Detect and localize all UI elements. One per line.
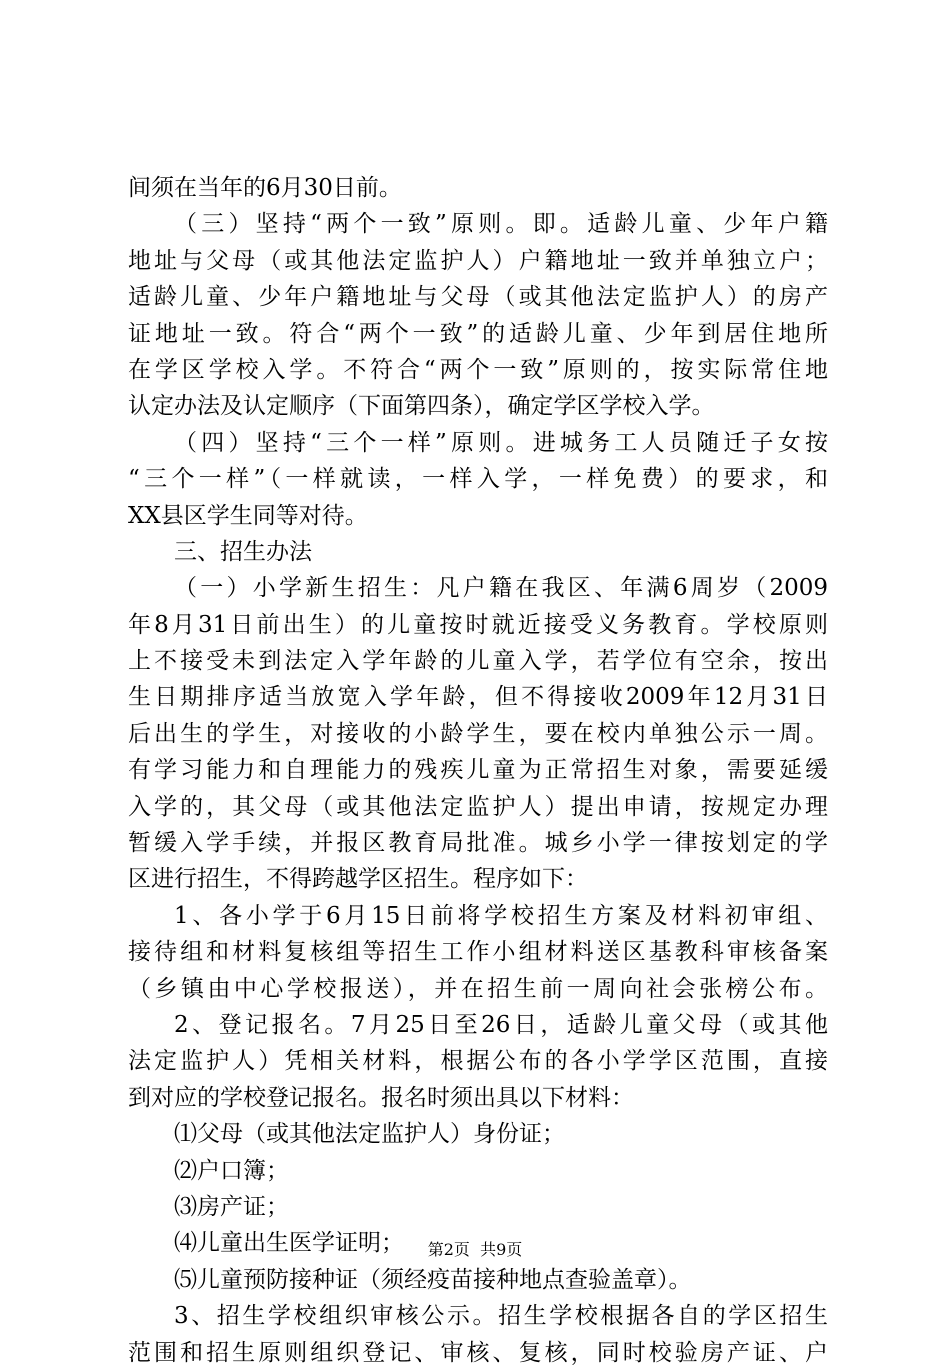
page-footer: 第2页 共9页 — [427, 1240, 523, 1259]
text-line: “三个一样”（一样就读，一样入学，一样免费）的要求，和 — [128, 466, 828, 493]
text-line: 生日期排序适当放宽入学年龄，但不得接收2009年12月31日 — [128, 684, 828, 711]
text-line: 上不接受未到法定入学年龄的儿童入学，若学位有空余，按出 — [128, 648, 828, 675]
text-line: 暂缓入学手续，并报区教育局批准。城乡小学一律按划定的学 — [128, 830, 828, 857]
text-line: 接待组和材料复核组等招生工作小组材料送区基教科审核备案 — [128, 939, 828, 966]
text-line: ⑶房产证； — [174, 1193, 289, 1220]
text-line: 区进行招生，不得跨越学区招生。程序如下： — [128, 866, 588, 893]
text-line: 年8月31日前出生）的儿童按时就近接受义务教育。学校原则 — [128, 611, 828, 638]
text-line: 1、各小学于6月15日前将学校招生方案及材料初审组、 — [174, 902, 828, 929]
text-line: 有学习能力和自理能力的残疾儿童为正常招生对象，需要延缓 — [128, 757, 828, 784]
text-line: 适龄儿童、少年户籍地址与父母（或其他法定监护人）的房产 — [128, 284, 828, 311]
text-line: 范围和招生原则组织登记、审核、复核，同时校验房产证、户 — [128, 1339, 828, 1366]
text-line: 间须在当年的6月30日前。 — [128, 175, 402, 201]
text-line: 到对应的学校登记报名。报名时须出具以下材料： — [128, 1084, 634, 1111]
text-line: 三、招生办法 — [174, 538, 312, 565]
text-line: 在学区学校入学。不符合“两个一致”原则的，按实际常住地 — [128, 356, 828, 383]
text-line: （四）坚持“三个一样”原则。进城务工人员随迁子女按 — [174, 429, 828, 456]
text-line: ⑸儿童预防接种证（须经疫苗接种地点查验盖章）。 — [174, 1266, 692, 1293]
text-line: XX县区学生同等对待。 — [128, 502, 368, 529]
text-line: 3、招生学校组织审核公示。招生学校根据各自的学区招生 — [174, 1303, 828, 1330]
text-line: ⑷儿童出生医学证明； — [174, 1230, 404, 1257]
text-line: 证地址一致。符合“两个一致”的适龄儿童、少年到居住地所 — [128, 320, 828, 347]
text-line: （一）小学新生招生：凡户籍在我区、年满6周岁（2009 — [174, 575, 828, 602]
text-line: 认定办法及认定顺序（下面第四条），确定学区学校入学。 — [128, 393, 715, 420]
text-line: 地址与父母（或其他法定监护人）户籍地址一致并单独立户； — [128, 247, 828, 274]
text-line: 法定监护人）凭相关材料，根据公布的各小学学区范围，直接 — [128, 1048, 828, 1075]
text-line: （三）坚持“两个一致”原则。即。适龄儿童、少年户籍 — [174, 211, 828, 238]
text-line: 入学的，其父母（或其他法定监护人）提出申请，按规定办理 — [128, 793, 828, 820]
text-line: 后出生的学生，对接收的小龄学生，要在校内单独公示一周。 — [128, 720, 828, 747]
text-line: ⑵户口簿； — [174, 1157, 289, 1184]
text-line: 2、登记报名。7月25日至26日，适龄儿童父母（或其他 — [174, 1011, 828, 1038]
text-line: （乡镇由中心学校报送），并在招生前一周向社会张榜公布。 — [128, 975, 828, 1002]
document-body — [128, 170, 828, 1371]
text-line: ⑴父母（或其他法定监护人）身份证； — [174, 1121, 565, 1148]
